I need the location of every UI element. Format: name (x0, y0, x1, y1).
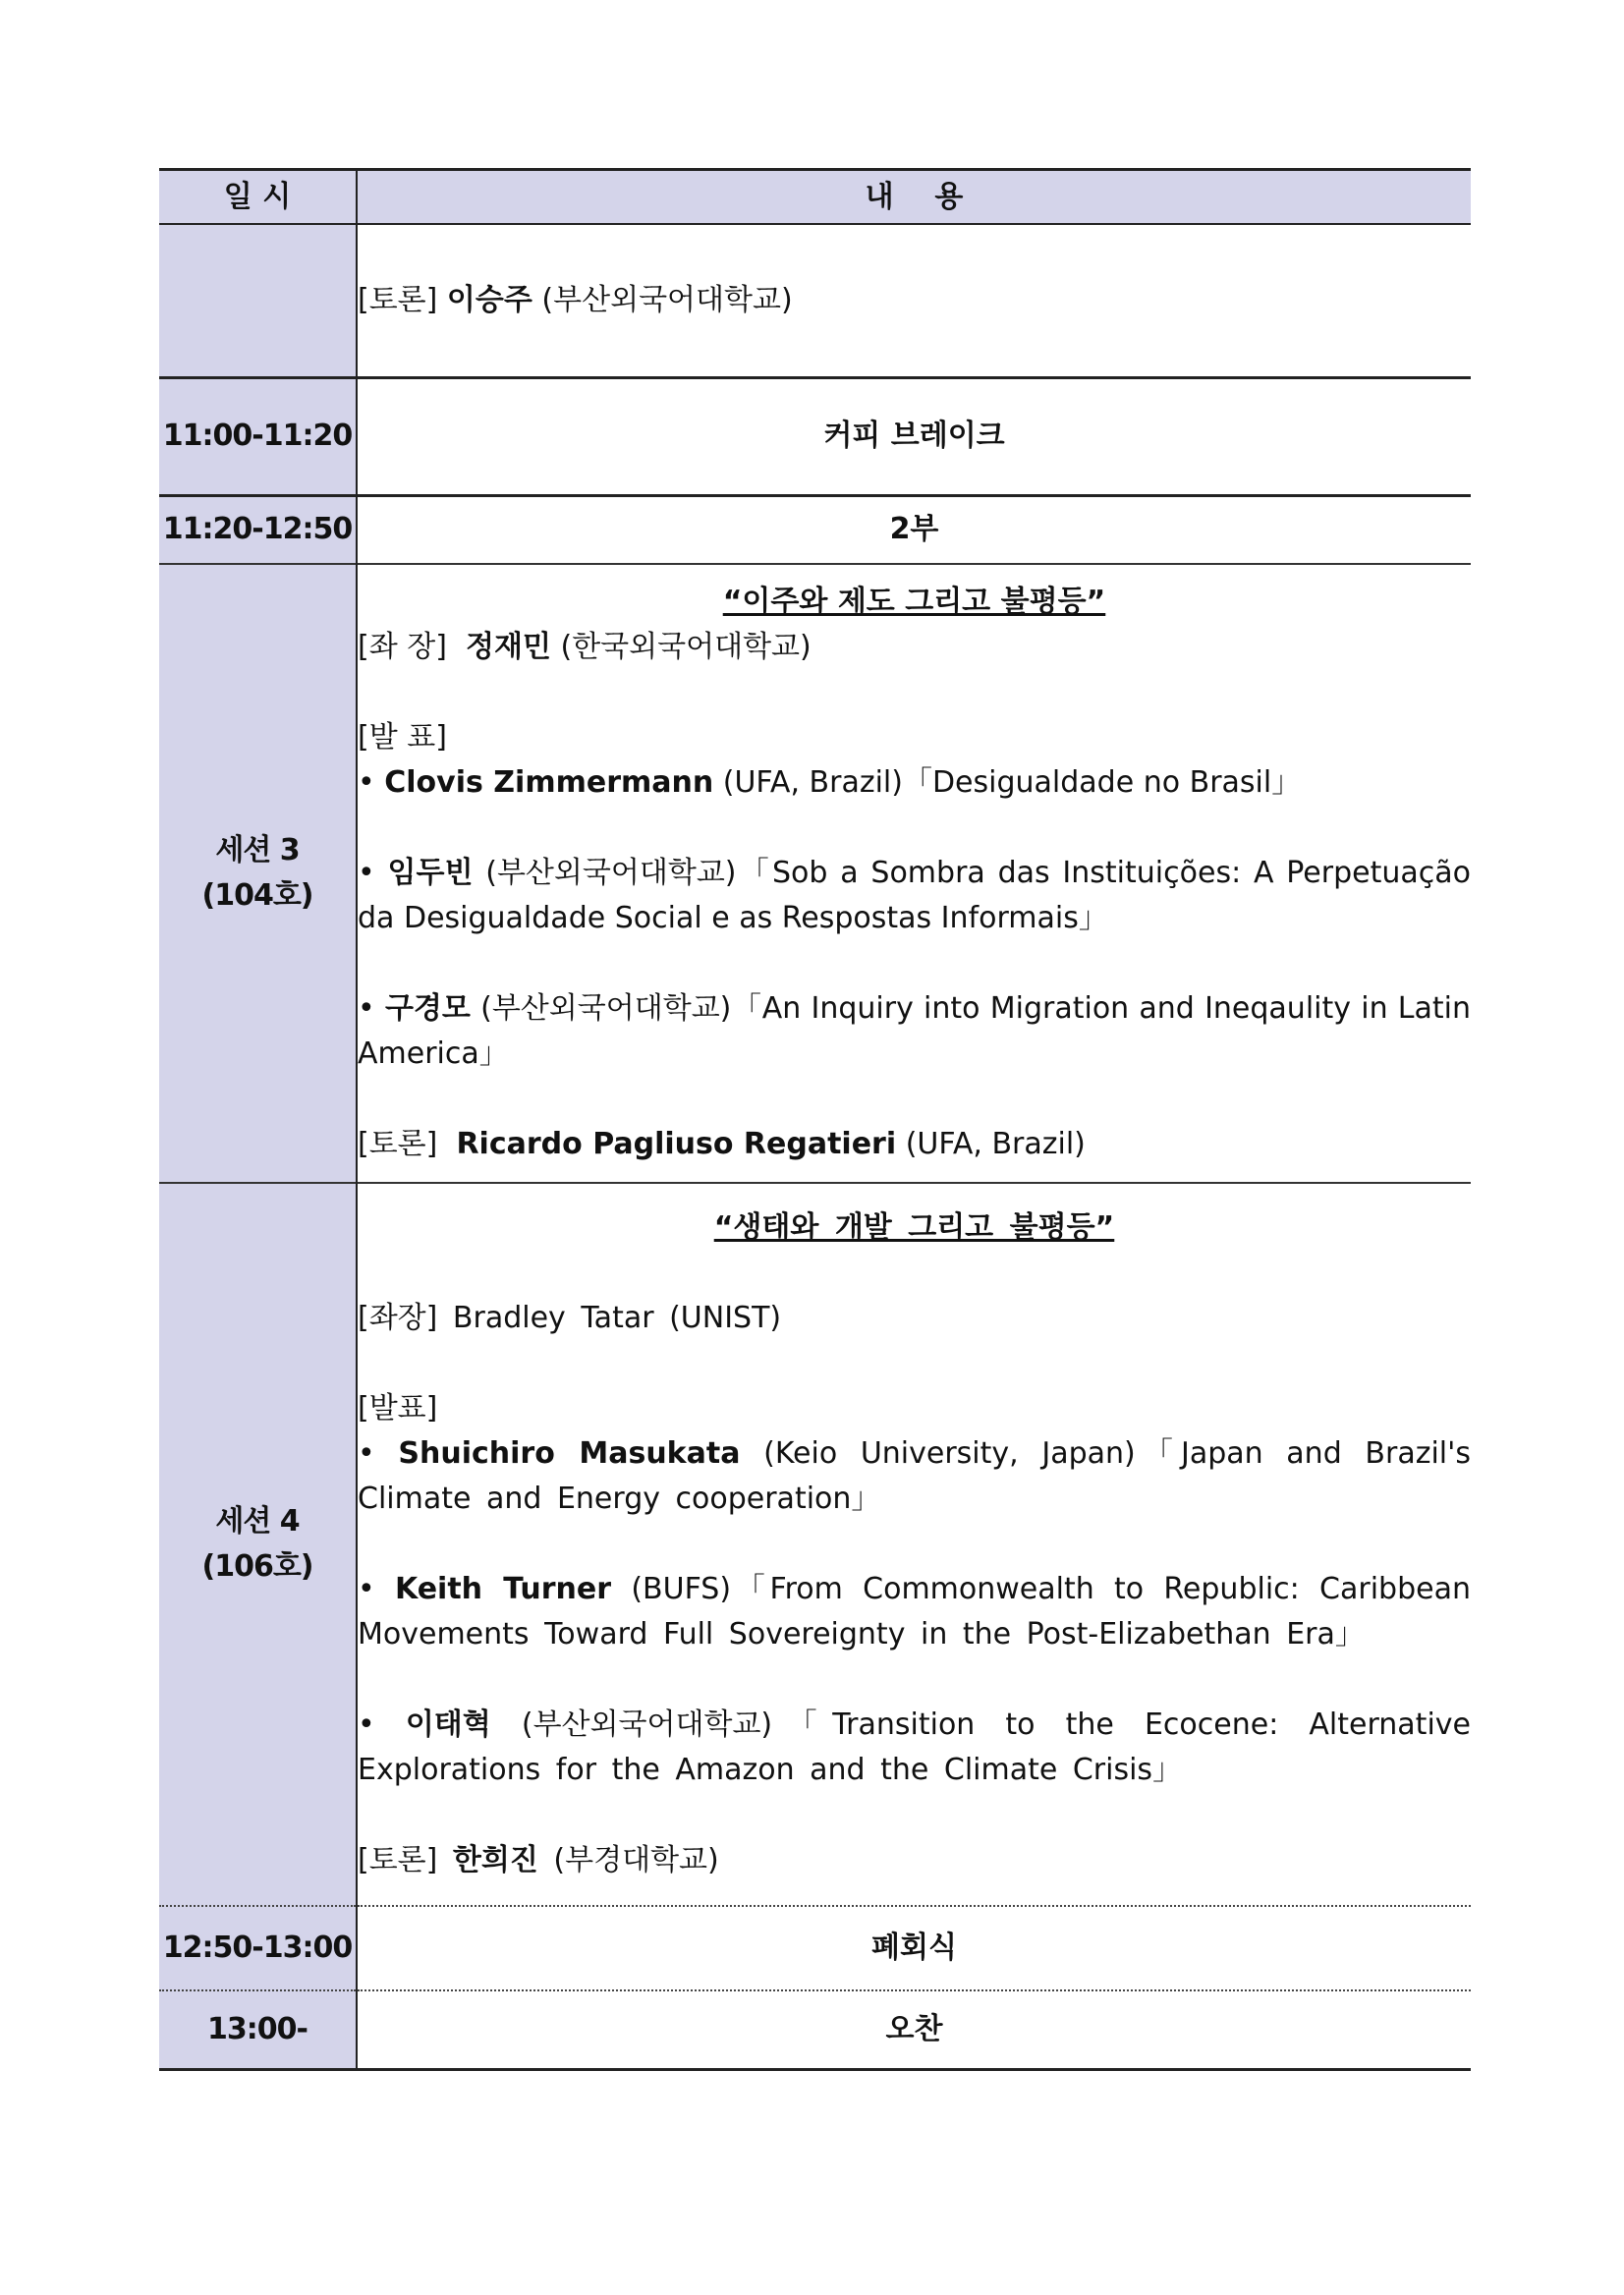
presentation-details: (Keio University, Japan)「Japan and Brazil's Climate and Energy cooperation」 (358, 1436, 1471, 1516)
presentation-details: (부산외국어대학교)「An Inquiry into Migration and Ineqaulity in Latin America」 (358, 991, 1472, 1071)
closing-title: 폐회식 (357, 1906, 1471, 1990)
time-cell-empty (159, 224, 357, 377)
presenter-name: 이태혁 (405, 1707, 491, 1742)
session-room: (106호) (201, 1549, 313, 1584)
header-time: 일 시 (159, 170, 357, 225)
row-coffee-break (159, 377, 1471, 495)
presentation-details: (UFA, Brazil)「Desigualdade no Brasil」 (722, 765, 1302, 800)
session-content (357, 1183, 1471, 1906)
discussion-label: [토론] (358, 282, 438, 317)
discussant-affiliation: (부경대학교) (553, 1843, 719, 1877)
row-closing (159, 1906, 1471, 1990)
presentation-details: (BUFS)「From Commonwealth to Republic: Caribbean Movements Toward Full Sovereignty in the Post-Elizabethan Era」 (358, 1572, 1471, 1651)
row-session3 (159, 564, 1471, 1183)
part-title: 2부 (357, 495, 1471, 564)
break-title: 커피 브레이크 (357, 377, 1471, 495)
time-cell: 11:00-11:20 (159, 377, 357, 495)
discussant-affiliation: (부산외국어대학교) (541, 282, 793, 317)
session-label: 세션 4 (215, 1504, 300, 1539)
presentation-details: (부산외국어대학교)「Transition to the Ecocene: Alternative Explorations for the Amazon and the Climate Crisis」 (358, 1707, 1471, 1787)
session-content (357, 564, 1471, 1183)
header-content: 내 용 (357, 170, 1471, 225)
bullet: • (358, 991, 375, 1026)
discussant-name: 이승주 (446, 282, 532, 317)
discussant-affiliation: (UFA, Brazil) (905, 1127, 1086, 1161)
bullet: • (358, 1572, 375, 1606)
discussant-name: Ricardo Pagliuso Regatieri (456, 1127, 897, 1161)
row-lunch (159, 1990, 1471, 2069)
bullet: • (358, 1707, 375, 1742)
discussion-label: [토론] (358, 1843, 438, 1877)
time-cell: 11:20-12:50 (159, 495, 357, 564)
session-heading: “생태와 개발 그리고 불평등” (713, 1210, 1115, 1245)
presenters-label: [발표] (358, 1391, 438, 1426)
time-cell: 13:00- (159, 1990, 357, 2069)
session-label-cell (159, 1183, 357, 1906)
chair-line: [좌장] Bradley Tatar (UNIST) (358, 1301, 782, 1335)
row-session4 (159, 1183, 1471, 1906)
row-part2 (159, 495, 1471, 564)
discussant-name: 한희진 (452, 1843, 538, 1877)
session-label: 세션 3 (215, 833, 300, 868)
presenter-name: Clovis Zimmermann (384, 765, 714, 800)
presenter-name: Shuichiro Masukata (398, 1436, 741, 1471)
session-room: (104호) (201, 878, 313, 913)
time-cell: 12:50-13:00 (159, 1906, 357, 1990)
session-heading: “이주와 제도 그리고 불평등” (722, 585, 1106, 619)
bullet: • (358, 856, 375, 890)
presenters-label: [발 표] (358, 720, 447, 755)
discussion-label: [토론] (358, 1127, 438, 1161)
chair-affiliation: (한국외국어대학교) (560, 630, 812, 664)
presentation-details: (부산외국어대학교)「Sob a Sombra das Instituições: A Perpetuação da Desigualdade Social e as Respostas Informais」 (358, 856, 1471, 935)
chair-name: 정재민 (465, 630, 551, 664)
bullet: • (358, 1436, 375, 1471)
session-label-cell (159, 564, 357, 1183)
schedule-table (159, 168, 1471, 2071)
presenter-name: Keith Turner (394, 1572, 612, 1606)
row-continued (159, 224, 1471, 377)
presenter-name: 구경모 (384, 991, 471, 1026)
lunch-title: 오찬 (357, 1990, 1471, 2069)
chair-label: [좌 장] (358, 630, 447, 664)
bullet: • (358, 765, 375, 800)
presenter-name: 임두빈 (387, 856, 474, 890)
content-cell (357, 224, 1471, 377)
